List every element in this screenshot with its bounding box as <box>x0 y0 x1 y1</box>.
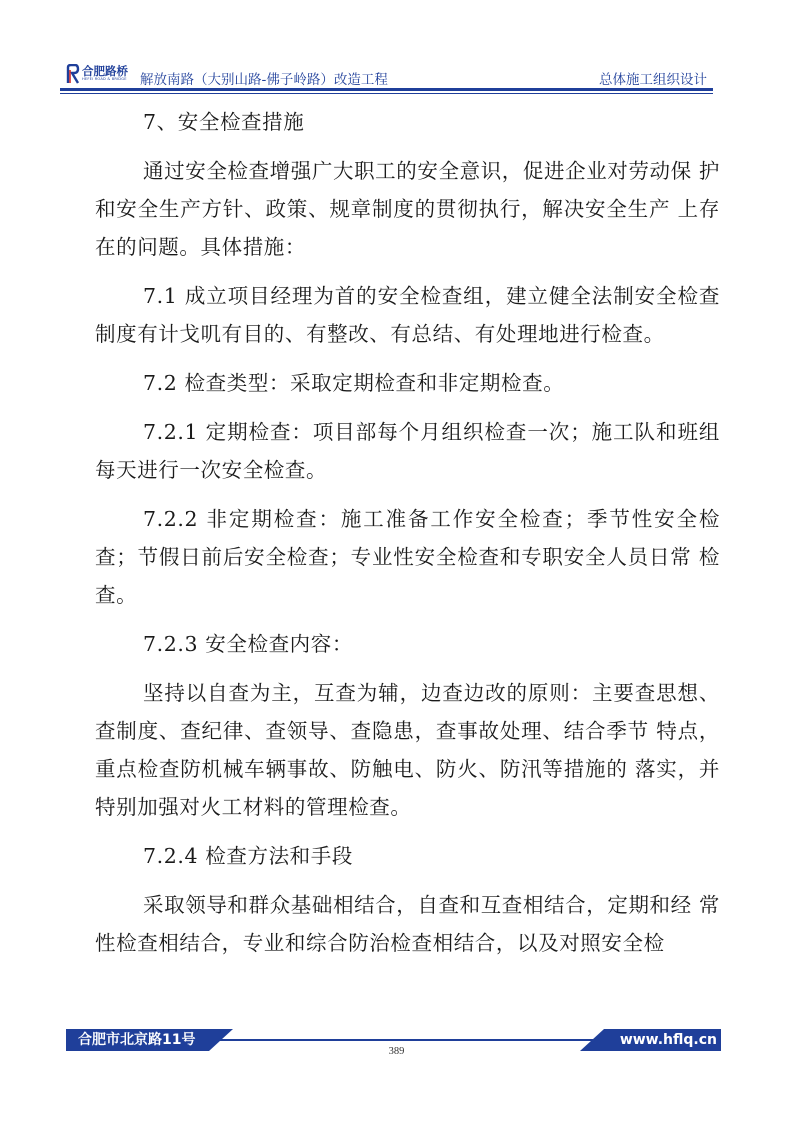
page-number: 389 <box>388 1046 405 1057</box>
paragraph: 7.2.1 定期检查：项目部每个月组织检查一次；施工队和班组每天进行一次安全检查。 <box>95 420 720 482</box>
logo-mark-icon <box>66 64 80 84</box>
header-document-title: 总体施工组织设计 <box>599 72 707 88</box>
paragraph: 通过安全检查增强广大职工的安全意识，促进企业对劳动保 护和安全生产方针、政策、规章制度的贯彻执行，解决安全生产 上存在的问题。具体措施： <box>95 159 720 259</box>
document-body <box>95 103 720 962</box>
paragraph: 坚持以自查为主，互查为辅，边查边改的原则：主要查思想、查制度、查纪律、查领导、查隐患，查事故处理、结合季节 特点，重点检查防机械车辆事故、防触电、防火、防汛等措施的 落实，并特别加强对火工材料的管理检查。 <box>95 681 720 819</box>
header-project-title: 解放南路（大别山路-佛子岭路）改造工程 <box>140 72 388 88</box>
header-rule-thick <box>60 88 713 91</box>
paragraph: 7.1 成立项目经理为首的安全检查组，建立健全法制安全检查制度有计戈叽有目的、有整改、有总结、有处理地进行检查。 <box>95 284 720 346</box>
paragraph: 采取领导和群众基础相结合，自查和互查相结合，定期和经 常性检查相结合，专业和综合防治检查相结合，以及对照安全检 <box>95 893 720 955</box>
footer-rule <box>209 1039 604 1041</box>
company-logo <box>60 62 138 86</box>
subsection-heading: 7.2.3 安全检查内容： <box>143 632 353 656</box>
footer-address: 合肥市北京路11号 <box>66 1029 209 1051</box>
page-header <box>60 62 713 92</box>
paragraph: 7.2 检查类型：采取定期检查和非定期检查。 <box>143 371 565 395</box>
section-heading: 7、安全检查措施 <box>143 110 305 134</box>
header-rule-thin <box>60 93 713 94</box>
paragraph: 7.2.2 非定期检查：施工准备工作安全检查；季节性安全检查；节假日前后安全检查；专业性安全检查和专职安全人员日常 检查。 <box>95 507 720 607</box>
subsection-heading: 7.2.4 检查方法和手段 <box>143 844 353 868</box>
footer-website: www.hflq.cn <box>604 1029 721 1051</box>
logo-subtext: HEFEI ROAD & BRIDGE <box>82 77 127 81</box>
logo-text: 合肥路桥 <box>82 64 128 78</box>
